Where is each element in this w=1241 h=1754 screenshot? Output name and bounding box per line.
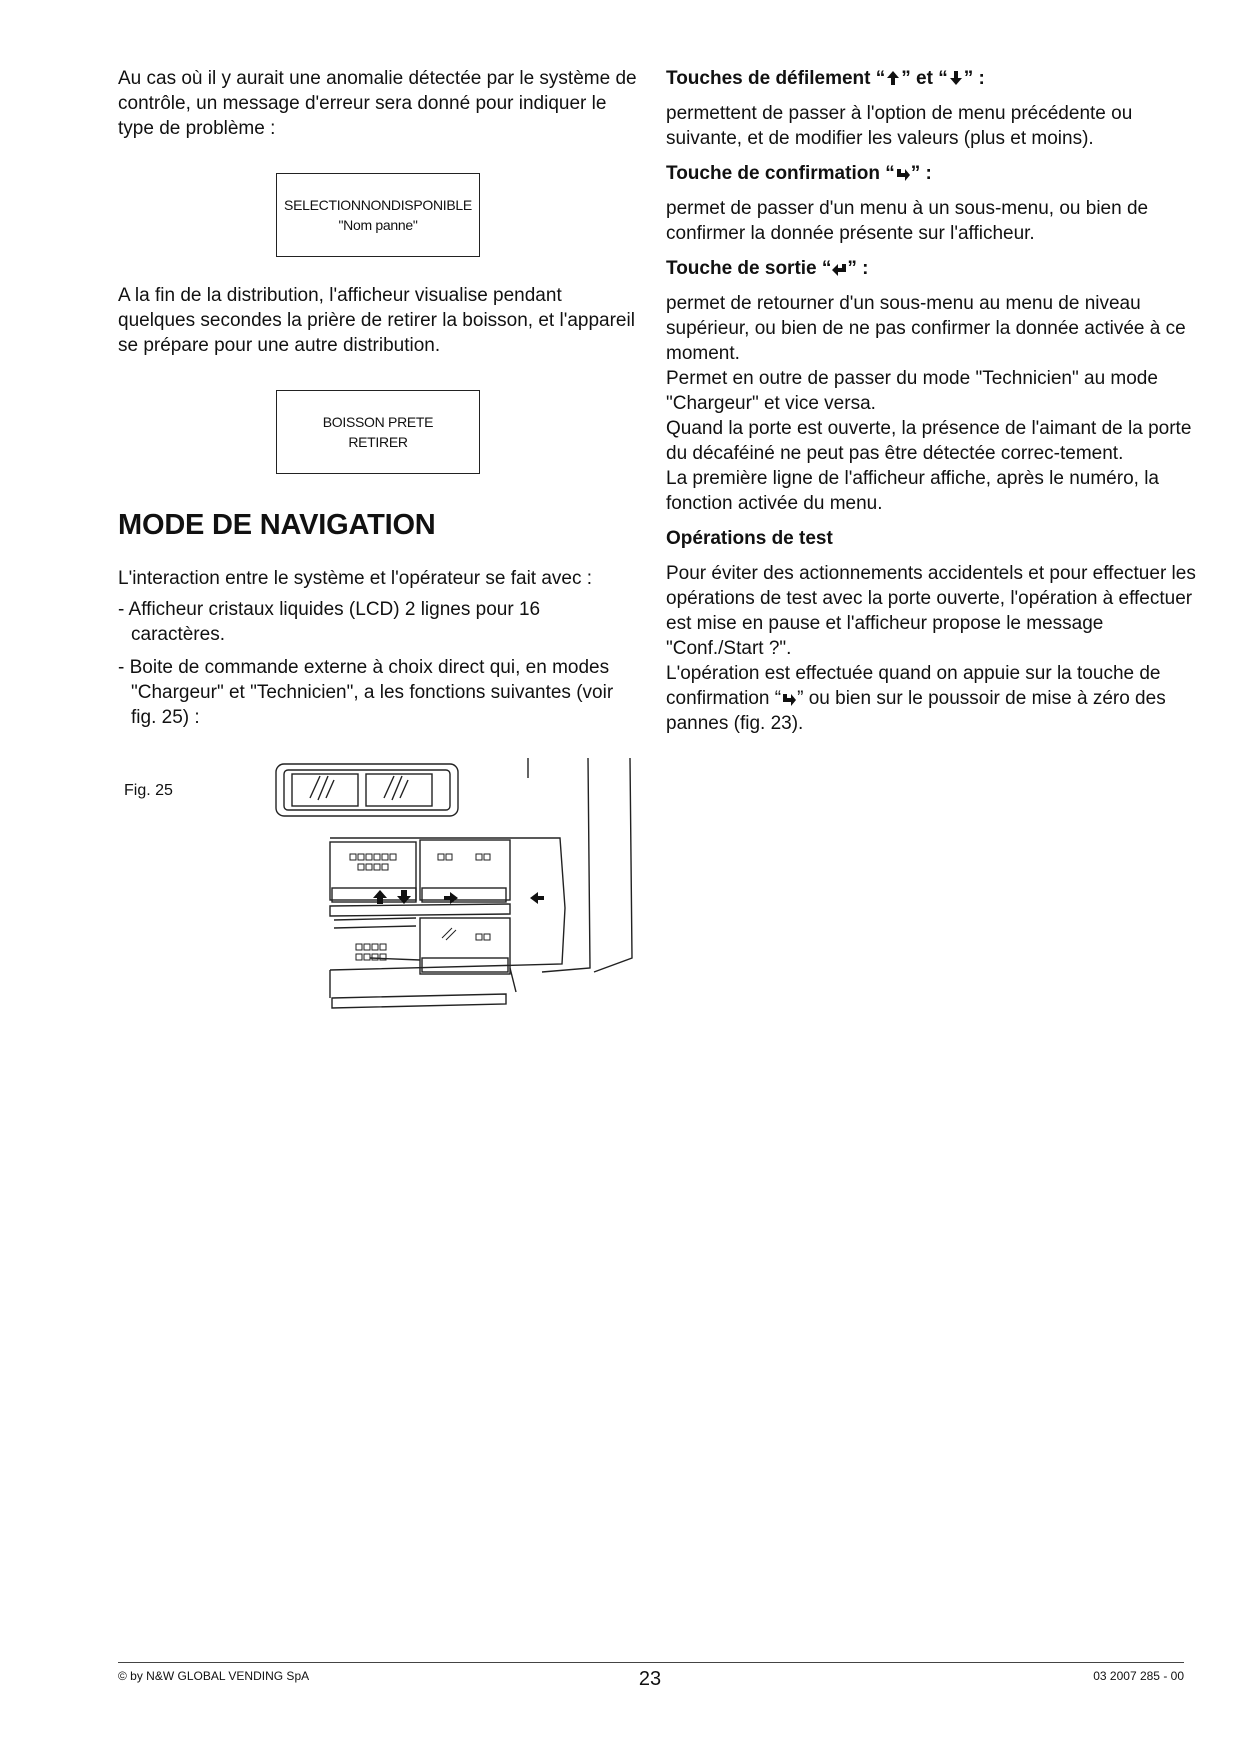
document-code: 03 2007 285 - 00: [1093, 1669, 1184, 1683]
lcd-line-2: "Nom panne": [338, 217, 418, 233]
page-number: 23: [638, 1668, 662, 1690]
left-column: [118, 66, 638, 730]
arrow-down-icon: [948, 70, 964, 86]
paragraph-test-2: [666, 661, 1196, 736]
confirm-arrow-icon: [895, 165, 911, 181]
heading-text: Touches de défilement “: [666, 68, 886, 89]
footer-divider: [118, 1662, 1184, 1663]
paragraph-exit-4: La première ligne de l'afficheur affiche, après le numéro, la fonction activée du menu.: [666, 468, 1159, 514]
navigation-intro: L'interaction entre le système et l'opérateur se fait avec :: [118, 568, 593, 589]
heading-text: Touche de sortie “: [666, 258, 832, 279]
paragraph-exit-3: Quand la porte est ouverte, la présence de l'aimant de la porte du décaféiné ne peut pas être détectée correc-tement.: [666, 418, 1192, 464]
lcd-line-1: BOISSON PRETE: [322, 414, 434, 430]
paragraph-confirm: permet de passer d'un menu à un sous-menu, ou bien de confirmer la donnée présente sur l'afficheur.: [666, 198, 1149, 244]
paragraph-exit-1: permet de retourner d'un sous-menu au menu de niveau supérieur, ou bien de ne pas confirmer la donnée activée à ce moment.: [666, 293, 1186, 364]
paragraph-test-1: Pour éviter des actionnements accidentels et pour effectuer les opérations de test avec la porte ouverte, l'opération à effectuer est mise en pause et l'afficheur propose le message "Conf./Start ?".: [666, 563, 1196, 659]
bullet-lcd: - Afficheur cristaux liquides (LCD) 2 lignes pour 16 caractères.: [118, 599, 541, 645]
intro-paragraph: Au cas où il y aurait une anomalie détectée par le système de contrôle, un message d'erreur sera donné pour indiquer le type de problème :: [118, 68, 637, 139]
heading-test-operations: Opérations de test: [666, 528, 833, 549]
heading-text: ” :: [847, 258, 869, 279]
heading-confirm-key: [666, 161, 1196, 186]
paragraph-text: ” ou bien sur le poussoir de mise à zéro des pannes (fig. 23).: [666, 688, 1166, 734]
control-panel-figure: [270, 758, 640, 1068]
right-column: [666, 66, 1196, 736]
figure-label: Fig. 25: [124, 782, 173, 799]
lcd-line-1: SELECTIONNONDISPONIBLE: [284, 197, 472, 213]
heading-text: ” :: [963, 68, 985, 89]
heading-scroll-keys: [666, 66, 1196, 91]
lcd-ready-display: [276, 390, 480, 474]
paragraph-exit-2: Permet en outre de passer du mode "Technicien" au mode "Chargeur" et vice versa.: [666, 368, 1158, 414]
heading-text: ” et “: [901, 68, 948, 89]
distribution-paragraph: A la fin de la distribution, l'afficheur visualise pendant quelques secondes la prière de retirer la boisson, et l'appareil se prépare pour une autre distribution.: [118, 285, 635, 356]
heading-text: ” :: [910, 163, 932, 184]
lcd-line-2: RETIRER: [348, 434, 408, 450]
paragraph-text: L'opération est effectuée quand on appuie sur la touche de confirmation “: [666, 663, 1161, 709]
exit-arrow-icon: [831, 260, 847, 276]
bullet-control-box: - Boite de commande externe à choix direct qui, en modes "Chargeur" et "Technicien", a les fonctions suivantes (voir fig. 25) :: [118, 657, 614, 728]
confirm-arrow-icon: [781, 690, 797, 706]
heading-text: Touche de confirmation “: [666, 163, 895, 184]
paragraph-scroll: permettent de passer à l'option de menu précédente ou suivante, et de modifier les valeurs (plus et moins).: [666, 103, 1133, 149]
section-heading: MODE DE NAVIGATION: [118, 509, 436, 541]
footer-copyright: © by N&W GLOBAL VENDING SpA: [118, 1669, 310, 1683]
heading-exit-key: [666, 256, 1196, 281]
lcd-error-display: [276, 173, 480, 257]
arrow-up-icon: [885, 70, 901, 86]
